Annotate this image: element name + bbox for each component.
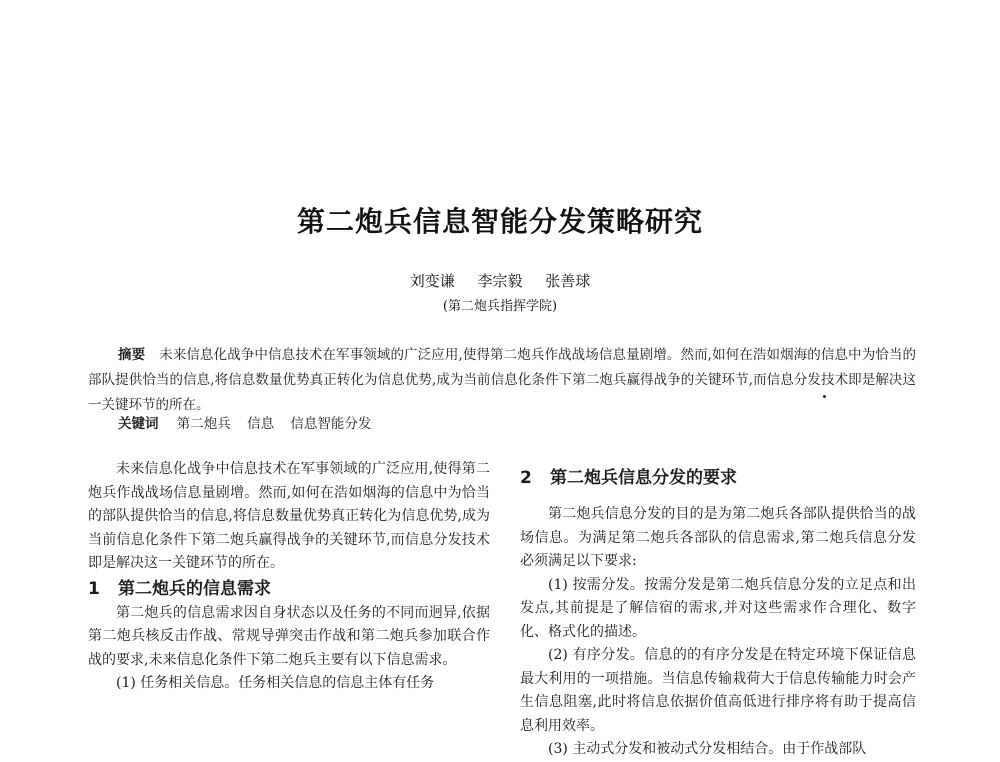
keyword: 信息 xyxy=(247,416,275,432)
keyword: 第二炮兵 xyxy=(176,416,231,432)
abstract-text: 未来信息化战争中信息技术在军事领域的广泛应用,使得第二炮兵作战战场信息量剧增。然而,如何在浩如烟海的信息中为恰当的部队提供恰当的信息,将信息数量优势真正转化为信息优势,成为当前信息化条件下第二炮兵赢得战争的关键环节,而信息分发技术即是解决这一关键环节的所在。 xyxy=(88,347,917,413)
keywords-label: 关键词 xyxy=(118,416,159,432)
keyword: 信息智能分发 xyxy=(290,416,372,432)
paper-title: 第二炮兵信息智能分发策略研究 xyxy=(296,205,703,238)
abstract xyxy=(88,343,916,418)
body-paragraph: 第二炮兵的信息需求因自身状态以及任务的不同而迥异,依据第二炮兵核反击作战、常规导弹突击作战和第二炮兵参加联合作战的要求,未来信息化条件下第二炮兵主要有以下信息需求。 xyxy=(88,604,490,668)
list-item: (1) 任务相关信息。任务相关信息的信息主体有任务 xyxy=(116,675,435,691)
section-number: 2 xyxy=(520,468,532,488)
left-column xyxy=(88,458,490,696)
body-paragraph: 第二炮兵信息分发的目的是为第二炮兵各部队提供恰当的战场信息。为满足第二炮兵各部队的信息需求,第二炮兵信息分发必须满足以下要求: xyxy=(520,506,916,569)
list-item: (3) 主动式分发和被动式分发相结合。由于作战部队 xyxy=(548,741,867,757)
affiliation: (第二炮兵指挥学院) xyxy=(442,299,558,314)
intro-paragraph: 未来信息化战争中信息技术在军事领域的广泛应用,使得第二炮兵作战战场信息量剧增。然而,如何在浩如烟海的信息中为恰当的部队提供恰当的信息,将信息数量优势真正转化为信息优势,成为当前信息化条件下第二炮兵赢得战争的关键环节,而信息分发技术即是解决这一关键环节的所在。 xyxy=(88,461,490,571)
section-number: 1 xyxy=(88,578,100,599)
abstract-label: 摘要 xyxy=(118,347,146,363)
authors: 刘变谦 李宗毅 张善球 xyxy=(409,272,591,290)
right-column xyxy=(520,465,916,762)
section-title: 第二炮兵的信息需求 xyxy=(118,578,271,599)
list-item: (1) 按需分发。按需分发是第二炮兵信息分发的立足点和出发点,其前提是了解信宿的需求,并对这些需求作合理化、数字化、格式化的描述。 xyxy=(520,576,916,640)
keywords xyxy=(118,414,383,434)
section-heading-1 xyxy=(88,576,490,602)
scan-speck xyxy=(823,395,826,398)
section-heading-2 xyxy=(520,465,916,491)
list-item: (2) 有序分发。信息的的有序分发是在特定环境下保证信息最大利用的一项措施。当信息传输栽荷大于信息传输能力时会产生信息阻塞,此时将信息依据价值高低进行排序将有助于提高信息利用效率。 xyxy=(520,647,916,734)
section-title: 第二炮兵信息分发的要求 xyxy=(550,468,737,488)
